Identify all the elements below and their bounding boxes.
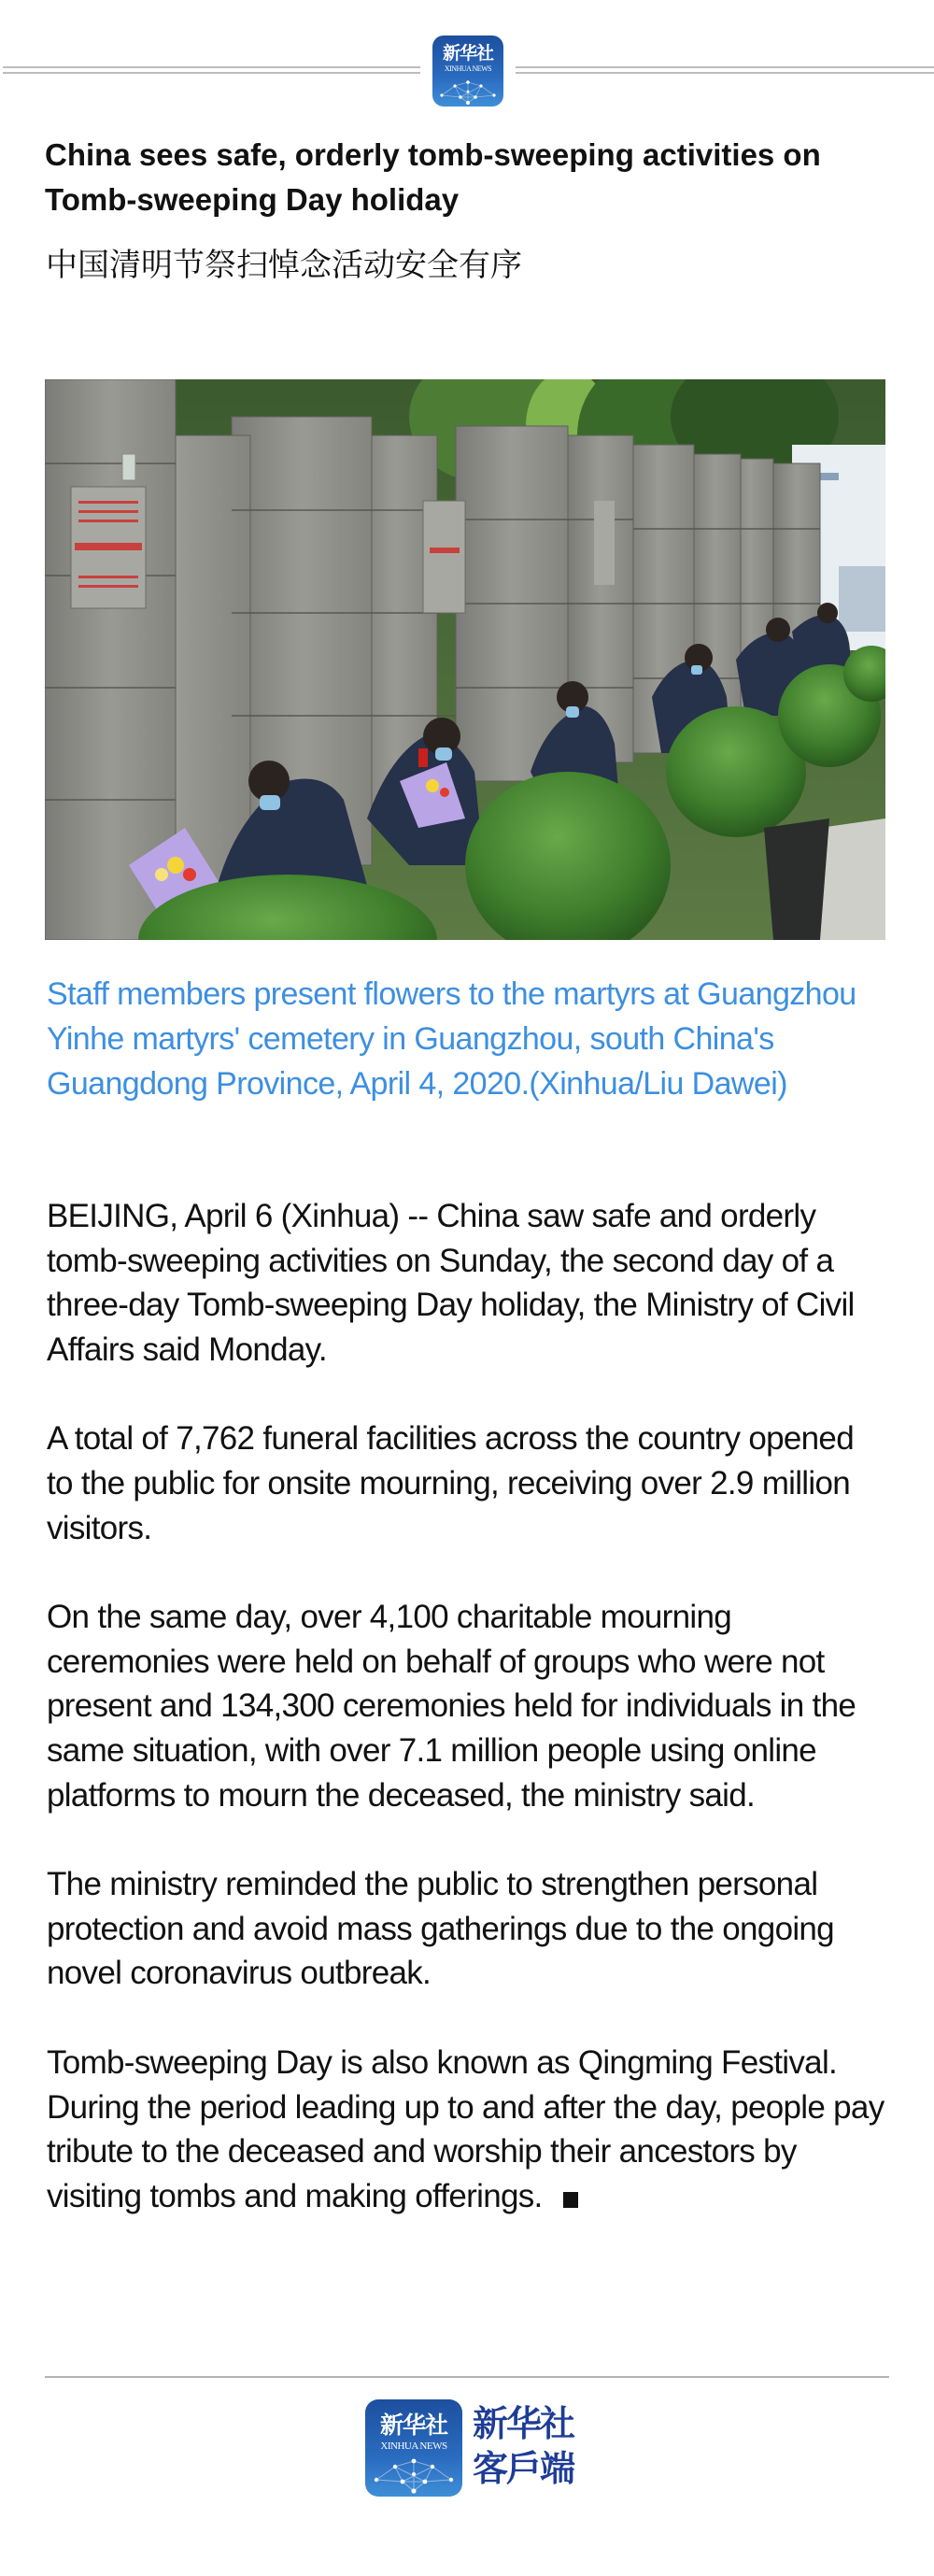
photo-caption: Staff members present flowers to the martyrs at Guangzhou Yinhe martyrs' cemetery in Guangzhou, south China's Guangdong Province, April 4, 2020.(Xinhua/Liu Dawei)	[47, 976, 856, 1102]
article-body	[47, 1194, 887, 2263]
header-rule-right-top	[516, 66, 934, 68]
app-name[interactable]	[473, 2401, 594, 2491]
network-dots-icon	[365, 2454, 462, 2497]
article-paragraph-last	[47, 2041, 887, 2218]
network-dots-icon	[432, 75, 503, 107]
logo-en-text: XINHUA NEWS	[380, 2441, 447, 2452]
article-subtitle-cn: 中国清明节祭扫悼念活动安全有序	[46, 247, 522, 284]
logo-cn-text: 新华社	[442, 43, 493, 64]
article-paragraph: The ministry reminded the public to strengthen personal protection and avoid mass gatherings due to the ongoing novel coronavirus outbreak.	[47, 1866, 834, 1992]
article-paragraph: On the same day, over 4,100 charitable mourning ceremonies were held on behalf of groups who were not present and 134,300 ceremonies held for individuals in the same situation, with over 7.1 million people using online platforms to mourn the deceased, the ministry said.	[47, 1599, 856, 1814]
xinhua-logo-icon[interactable]	[432, 36, 503, 107]
article-photo[interactable]	[45, 379, 885, 940]
logo-cn-text: 新华社	[379, 2412, 447, 2439]
logo-en-text: XINHUA NEWS	[444, 64, 492, 73]
header-rule-left-bottom	[3, 72, 420, 74]
article-paragraph: A total of 7,762 funeral facilities across the country opened to the public for onsite mourning, receiving over 2.9 million visitors.	[47, 1420, 854, 1546]
article-title: China sees safe, orderly tomb-sweeping activities on Tomb-sweeping Day holiday	[45, 137, 821, 217]
header-rule-left-top	[3, 66, 420, 68]
cemetery-photo-illustration	[45, 379, 885, 940]
end-of-article-icon	[563, 2192, 578, 2208]
footer-divider	[45, 2376, 889, 2378]
xinhua-app-logo-icon[interactable]	[365, 2399, 462, 2497]
article-paragraph: BEIJING, April 6 (Xinhua) -- China saw safe and orderly tomb-sweeping activities on Sunday, the second day of a three-day Tomb-sweeping Day holiday, the Ministry of Civil Affairs said Monday.	[47, 1198, 855, 1368]
header-rule-right-bottom	[516, 72, 934, 74]
article-paragraph-text: Tomb-sweeping Day is also known as Qingming Festival. During the period leading up to and after the day, people pay tribute to the deceased and worship their ancestors by visiting tombs and making offerings.	[47, 2043, 884, 2214]
app-name-line1: 新华社	[473, 2403, 574, 2444]
app-name-line2: 客戶端	[473, 2448, 574, 2489]
